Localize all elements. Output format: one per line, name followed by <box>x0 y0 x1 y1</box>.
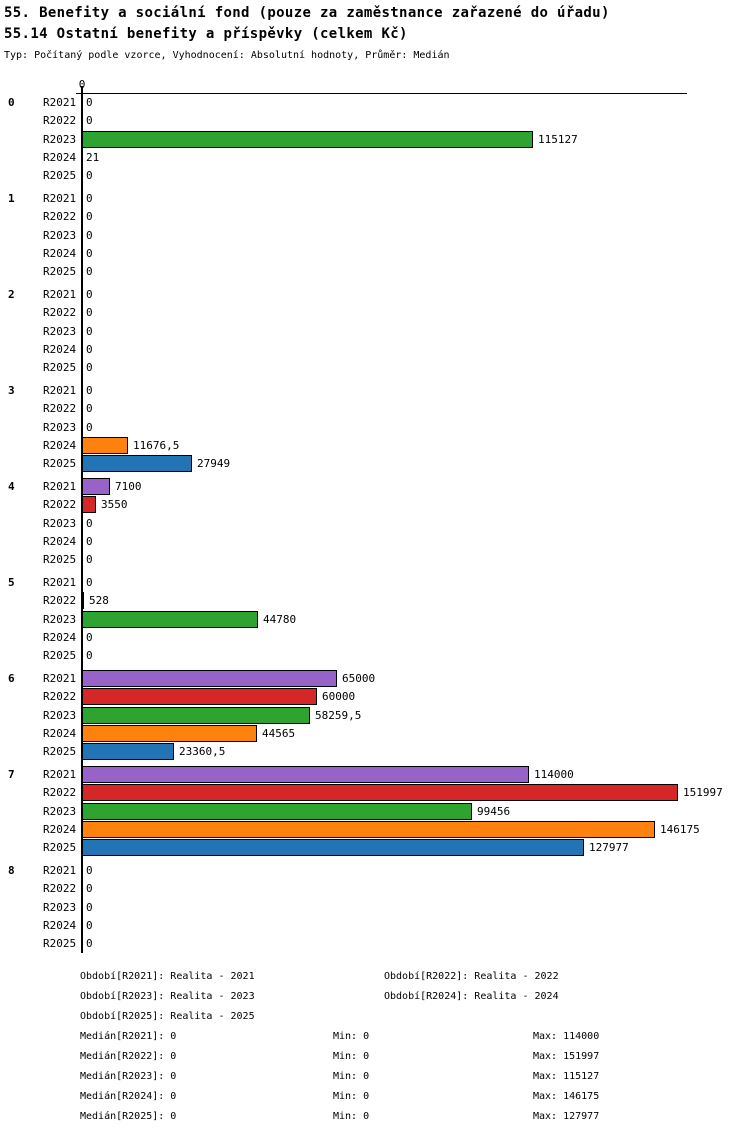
value-label: 0 <box>86 517 93 530</box>
value-label: 0 <box>86 343 93 356</box>
bar-R2023 <box>82 707 310 724</box>
period-label: R2024 <box>43 247 77 260</box>
period-label: R2023 <box>43 709 77 722</box>
period-label: R2022 <box>43 114 77 127</box>
stat-min: Min: 0 <box>333 1031 370 1042</box>
bar-R2025 <box>82 743 174 760</box>
value-label: 528 <box>89 594 109 607</box>
value-label: 58259,5 <box>315 709 362 722</box>
value-label: 0 <box>86 229 93 242</box>
period-label: R2025 <box>43 841 77 854</box>
group-label: 7 <box>8 768 15 781</box>
value-label: 0 <box>86 402 93 415</box>
period-label: R2024 <box>43 343 77 356</box>
period-label: R2021 <box>43 864 77 877</box>
stat-median: Medián[R2023]: 0 <box>80 1071 177 1082</box>
period-label: R2022 <box>43 882 77 895</box>
value-label: 0 <box>86 901 93 914</box>
period-label: R2023 <box>43 901 77 914</box>
value-label: 11676,5 <box>133 439 180 452</box>
stat-min: Min: 0 <box>333 1091 370 1102</box>
value-label: 0 <box>86 882 93 895</box>
value-label: 0 <box>86 306 93 319</box>
page-title: 55. Benefity a sociální fond (pouze za zaměstnance zařazené do úřadu) <box>4 5 610 21</box>
value-label: 114000 <box>534 768 574 781</box>
period-label: R2025 <box>43 937 77 950</box>
stat-max: Max: 151997 <box>533 1051 600 1062</box>
bar-R2021 <box>82 670 337 687</box>
bar-R2021 <box>82 766 529 783</box>
stat-max: Max: 127977 <box>533 1111 600 1122</box>
value-label: 0 <box>86 192 93 205</box>
group-label: 2 <box>8 288 15 301</box>
period-label: R2024 <box>43 727 77 740</box>
period-label: R2024 <box>43 151 77 164</box>
value-label: 0 <box>86 576 93 589</box>
period-label: R2023 <box>43 613 77 626</box>
bar-R2025 <box>82 839 584 856</box>
period-label: R2021 <box>43 768 77 781</box>
legend-period-left: Období[R2025]: Realita - 2025 <box>80 1011 255 1022</box>
legend-period-right: Období[R2022]: Realita - 2022 <box>384 971 559 982</box>
bar-R2022 <box>82 688 317 705</box>
period-label: R2024 <box>43 919 77 932</box>
bar-R2024 <box>82 725 257 742</box>
group-label: 6 <box>8 672 15 685</box>
period-label: R2021 <box>43 288 77 301</box>
value-label: 0 <box>86 553 93 566</box>
value-label: 0 <box>86 96 93 109</box>
stat-min: Min: 0 <box>333 1071 370 1082</box>
value-label: 44780 <box>263 613 297 626</box>
stat-median: Medián[R2024]: 0 <box>80 1091 177 1102</box>
period-label: R2025 <box>43 457 77 470</box>
value-label: 0 <box>86 361 93 374</box>
stat-median: Medián[R2022]: 0 <box>80 1051 177 1062</box>
value-label: 21 <box>86 151 100 164</box>
bar-R2023 <box>82 803 472 820</box>
bar-R2021 <box>82 478 110 495</box>
group-label: 8 <box>8 864 15 877</box>
value-label: 0 <box>86 288 93 301</box>
value-label: 23360,5 <box>179 745 226 758</box>
period-label: R2022 <box>43 594 77 607</box>
period-label: R2021 <box>43 384 77 397</box>
value-label: 99456 <box>477 805 511 818</box>
period-label: R2022 <box>43 306 77 319</box>
value-label: 3550 <box>101 498 128 511</box>
value-label: 0 <box>86 421 93 434</box>
value-label: 0 <box>86 864 93 877</box>
value-label: 0 <box>86 247 93 260</box>
period-label: R2025 <box>43 745 77 758</box>
x-axis-tick-zero: 0 <box>78 78 86 91</box>
period-label: R2023 <box>43 421 77 434</box>
legend-period-left: Období[R2023]: Realita - 2023 <box>80 991 255 1002</box>
page-subtitle-indicator: 55.14 Ostatní benefity a příspěvky (celkem Kč) <box>4 26 408 42</box>
period-label: R2025 <box>43 361 77 374</box>
period-label: R2022 <box>43 690 77 703</box>
stat-min: Min: 0 <box>333 1111 370 1122</box>
stat-max: Max: 146175 <box>533 1091 600 1102</box>
bar-R2023 <box>82 611 258 628</box>
bar-R2023 <box>82 131 533 148</box>
period-label: R2024 <box>43 823 77 836</box>
period-label: R2025 <box>43 265 77 278</box>
bar-R2024 <box>82 821 655 838</box>
bar-R2022 <box>82 784 678 801</box>
period-label: R2023 <box>43 325 77 338</box>
value-label: 27949 <box>197 457 231 470</box>
period-label: R2022 <box>43 210 77 223</box>
period-label: R2021 <box>43 672 77 685</box>
legend-period-left: Období[R2021]: Realita - 2021 <box>80 971 255 982</box>
period-label: R2023 <box>43 229 77 242</box>
value-label: 0 <box>86 535 93 548</box>
group-label: 3 <box>8 384 15 397</box>
value-label: 0 <box>86 265 93 278</box>
stat-median: Medián[R2025]: 0 <box>80 1111 177 1122</box>
period-label: R2023 <box>43 133 77 146</box>
legend-period-right: Období[R2024]: Realita - 2024 <box>384 991 559 1002</box>
value-label: 0 <box>86 114 93 127</box>
period-label: R2025 <box>43 169 77 182</box>
value-label: 115127 <box>538 133 578 146</box>
value-label: 0 <box>86 937 93 950</box>
group-label: 1 <box>8 192 15 205</box>
group-label: 0 <box>8 96 15 109</box>
value-label: 146175 <box>660 823 700 836</box>
value-label: 0 <box>86 384 93 397</box>
value-label: 65000 <box>342 672 376 685</box>
value-label: 0 <box>86 210 93 223</box>
period-label: R2025 <box>43 649 77 662</box>
bar-R2022 <box>82 592 84 609</box>
period-label: R2024 <box>43 535 77 548</box>
chart-type-note: Typ: Počítaný podle vzorce, Vyhodnocení: Absolutní hodnoty, Průměr: Medián <box>4 50 450 61</box>
value-label: 151997 <box>683 786 723 799</box>
x-axis-line <box>76 93 687 94</box>
value-label: 0 <box>86 631 93 644</box>
stat-max: Max: 114000 <box>533 1031 600 1042</box>
period-label: R2022 <box>43 402 77 415</box>
period-label: R2022 <box>43 498 77 511</box>
group-label: 5 <box>8 576 15 589</box>
period-label: R2021 <box>43 96 77 109</box>
value-label: 7100 <box>115 480 142 493</box>
period-label: R2025 <box>43 553 77 566</box>
period-label: R2023 <box>43 517 77 530</box>
value-label: 60000 <box>322 690 356 703</box>
bar-R2025 <box>82 455 192 472</box>
value-label: 127977 <box>589 841 629 854</box>
value-label: 0 <box>86 169 93 182</box>
bar-R2024 <box>82 437 128 454</box>
stat-median: Medián[R2021]: 0 <box>80 1031 177 1042</box>
period-label: R2021 <box>43 480 77 493</box>
stat-min: Min: 0 <box>333 1051 370 1062</box>
period-label: R2022 <box>43 786 77 799</box>
value-label: 0 <box>86 649 93 662</box>
value-label: 0 <box>86 919 93 932</box>
period-label: R2024 <box>43 439 77 452</box>
value-label: 0 <box>86 325 93 338</box>
period-label: R2024 <box>43 631 77 644</box>
stat-max: Max: 115127 <box>533 1071 600 1082</box>
group-label: 4 <box>8 480 15 493</box>
period-label: R2023 <box>43 805 77 818</box>
period-label: R2021 <box>43 576 77 589</box>
value-label: 44565 <box>262 727 296 740</box>
bar-R2022 <box>82 496 96 513</box>
period-label: R2021 <box>43 192 77 205</box>
